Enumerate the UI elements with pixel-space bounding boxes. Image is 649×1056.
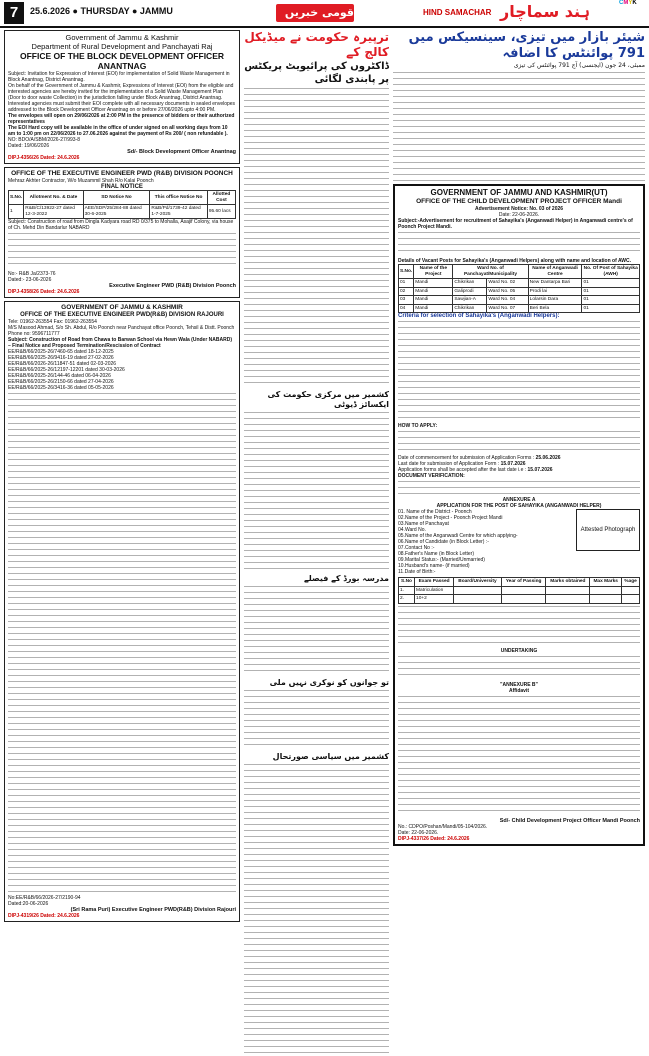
urdu-story-text xyxy=(244,412,389,572)
ad-body: On behalf of the Government of Jammu & Kashmir, Expressions of Interest (EOI) from the eligible and interested agencies are hereby invited for the implementation of a Solid Waste Management Plan (Door to door waste Collection) in the jurisdiction falling under Block Anantnag, District Anantnag. xyxy=(8,83,234,101)
main-story-text xyxy=(393,72,645,182)
urdu-subhead: مدرسہ بورڈ کے فیصلے xyxy=(304,574,389,583)
cdpo-date: Date: 22-06-2026. xyxy=(398,829,439,836)
undertaking-text xyxy=(398,656,640,680)
urdu-story-text xyxy=(244,586,389,676)
cdpo-docs-text xyxy=(398,606,640,646)
notice-number: No:- R&B Ja/2373-76 xyxy=(8,271,56,277)
cdpo-apply-text xyxy=(398,431,640,453)
cdpo-notice-no: Advertisement Notice: No. 03 of 2026 xyxy=(474,206,564,212)
date-line: 25.6.2026 ● THURSDAY ● JAMMU xyxy=(30,6,173,16)
cdpo-criteria-text xyxy=(398,321,640,421)
left-column xyxy=(4,30,240,925)
cdpo-advertisement xyxy=(393,184,645,846)
undertaking-title: UNDERTAKING xyxy=(500,647,538,654)
notice-col: SD Notice No xyxy=(83,191,150,205)
final-notice-advertisement xyxy=(4,167,240,298)
notice-col: Allotment No. & Date xyxy=(24,191,83,205)
ad-body-2: Interested agencies must submit their EOI complete with all necessary documents in sealed envelopes addressed to the Block Development Officer Anantnag on or before 27/06/2026 upto 4:00 PM. xyxy=(8,101,236,113)
urdu-story-text xyxy=(244,764,389,1054)
cdpo-doc-verification: DOCUMENT VERIFICATION: xyxy=(398,473,465,479)
rajouri-contact: Tele: 01962-263554 Fax: 01962-263554 xyxy=(8,319,97,325)
right-column xyxy=(393,30,645,849)
rajouri-ref: EE/R&B/66/2025-26/12197-12201 dated 30-03-2026 xyxy=(8,367,125,373)
rajouri-ref: EE/R&B/66/2025-26/144-46 dated 06-04-2026 xyxy=(8,373,111,379)
annexure-a: ANNEXURE A xyxy=(502,497,536,503)
page-number: 7 xyxy=(4,2,24,24)
urdu-subhead: تو جوانوں کو نوکری نہیں ملی xyxy=(269,678,389,687)
cdpo-date-row: Application forms shall be accepted after the last date i.e : 15.07.2026 xyxy=(398,467,553,473)
cdpo-subject: Subject:-Advertisement for recruitment of Sahayika's (Anganwadi Helper) in Anganwadi centre's of Poonch Project Mandi. xyxy=(398,218,633,230)
notice-dated: Dated:- 23-06-2026 xyxy=(8,277,52,283)
rajouri-advertisement xyxy=(4,301,240,922)
ad-office: OFFICE OF THE BLOCK DEVELOPMENT OFFICER ANANTNAG xyxy=(20,51,224,71)
rajouri-ref: EE/R&B/66/2026-26/11847-51 dated 02-03-2026 xyxy=(8,361,117,367)
cdpo-criteria: Criteria for selection of Sahayika's (Anganwadi Helpers): xyxy=(398,313,560,319)
ad-note: The EOI Hard copy will be available in the office of under signed on all working days from 10 am to 1:00 pm on 22/06/2026 to 27.06.2026 against the payment of Rs 200/ ( non refundable ). xyxy=(8,125,228,137)
rajouri-gov: GOVERNMENT OF JAMMU & KASHMIR xyxy=(61,304,183,311)
attested-photo-box: Attested Photograph xyxy=(576,509,640,551)
ad-body-3: The envelopes will open on 29/06/2026 at 2:00 PM in the presence of bidders or their authorized representatives xyxy=(8,113,235,125)
cdpo-dipj: DIPJ-4337/26 Dated: 24.6.2026 xyxy=(398,835,470,842)
cdpo-gov: GOVERNMENT OF JAMMU AND KASHMIR(UT) xyxy=(430,188,608,197)
application-title: APPLICATION FOR THE POST OF SAHAYIKA (ANGANWADI HELPER) xyxy=(436,503,602,509)
urdu-subhead: کشمیر میں سیاسی صورتحال xyxy=(272,752,389,761)
notice-signature: Executive Engineer PWD (R&B) Division Poonch xyxy=(109,283,236,289)
header-rule xyxy=(0,26,649,28)
table-row: 2. 10+2 xyxy=(399,595,640,604)
notice-title: FINAL NOTICE xyxy=(101,184,143,190)
application-fields: 01. Name of the District - Poonch 02.Name of the Project - Poonch Project Mandi 03.Name of Panchayat 04.Ward No. 05.Name of the Anganwadi Centre for which applying- 06.Name of Candidate (in Block Letter) :- 07.Contact No :- 08.Father's Name (in Block Letter) 09.Marital Status:- (Married/Unmarried) 10.Husband's name- (if married) 11.Date of Birth:- xyxy=(398,509,518,575)
ad-government: Government of Jammu & Kashmir xyxy=(65,33,179,42)
notice-to: Mehraz Akhter Contractor, W/o Muzammil Shah R/o Kalai Poonch xyxy=(8,178,154,184)
main-subhead: ممبئی، 24 جون (ایجنسی) آج 791 پوائنٹس کی تیزی xyxy=(513,62,645,69)
page-header xyxy=(0,0,649,26)
notice-col: This office Notice No xyxy=(150,191,207,205)
rajouri-body-text xyxy=(8,393,236,893)
ad-signature: Sd/- Block Development Officer Anantnag xyxy=(127,149,236,155)
affidavit-title: Affidavit xyxy=(509,687,529,694)
cdpo-doc-text xyxy=(398,481,640,495)
rajouri-number: No:EE/R&B/66/2026-27/2190-94 xyxy=(8,895,81,901)
notice-office: OFFICE OF THE EXECUTIVE ENGINEER PWD (R&B) DIVISION POONCH xyxy=(11,170,233,177)
academic-table: S.No Exam Passed Board/University Year of Passing Marks obtained Max Marks %age 1. Matriculation 2. 10+2 xyxy=(398,577,640,604)
cdpo-how-to-apply: HOW TO APPLY: xyxy=(398,423,438,429)
rajouri-ref: EE/R&B/66/2025-26/7460-65 dated 18-12-2025 xyxy=(8,349,114,355)
table-row: 1. Matriculation xyxy=(399,586,640,595)
table-row: 02 Mandi Galiprodi Ward No. 05 Prodi lai 01 xyxy=(399,287,640,296)
notice-body-text xyxy=(8,233,236,269)
table-row: 1 R&B/C/13922-27 dated 12-3-2022 AEE/SDP/25/284-88 dated 30-6-2025 R&B/Pd/1739-42 dated 1-7-2025 95.60 lacs xyxy=(9,205,236,219)
notice-col: S.No. xyxy=(9,191,24,205)
cmyk-marks: CMYK xyxy=(619,0,637,6)
vacancy-table: S.No. Name of the Project Ward No. of Panchayat/Municipality Name of Anganwadi Centre No. Of Post of Sahayika (AWH) 01 Mandi Chikrikan Ward No. 02 New Dantarpa Bari 01 02 Mandi Galiprodi Ward No. 05 Prodi lai 01 03 Mandi Sawjian-A Ward No. 04 Lolarsin Dara 01 04 Mandi Chikrikan Ward No. 07 Beri Bela 01 xyxy=(400,266,638,311)
urdu-headline: ترپیرہ حکومت نے میڈیکل کالج کے xyxy=(244,30,389,59)
rajouri-ref: EE/R&B/66/2025-26/2150-66 dated 27-04-2026 xyxy=(8,379,114,385)
notice-dipj: DIPJ-4358/26 Dated: 24.6.2026 xyxy=(8,289,80,295)
rajouri-ref: EE/R&B/66/2025-26/3416-36 dated 05-05-2026 xyxy=(8,385,114,391)
affidavit-text xyxy=(398,696,640,816)
rajouri-signature: (Sri Rama Puri) Executive Engineer PWD(R&B) Division Rajouri xyxy=(70,907,236,913)
cdpo-signature: Sd/- Child Development Project Officer Mandi Poonch xyxy=(499,817,640,824)
annexure-b: "ANNEXURE B" xyxy=(500,681,538,688)
urdu-story-text xyxy=(244,690,389,750)
ad-department: Department of Rural Development and Panchayati Raj xyxy=(31,42,213,51)
middle-column xyxy=(244,30,389,1056)
cdpo-date-row: Date of commencement for submission of Application Forms : 25.06.2026 xyxy=(398,455,561,461)
urdu-headline-2: ڈاکٹروں کی پرائیویٹ پریکٹس پر پابندی لگائی xyxy=(244,61,389,85)
section-badge: قومی خبریں xyxy=(276,4,354,22)
rajouri-office: OFFICE OF THE EXECUTIVE ENGINEER PWD(R&B) DIVISION RAJOURI xyxy=(20,312,224,318)
cdpo-table-title: Details of Vacant Posts for Sahayika's (Anganwadi Helpers) along with name and location of AWC. xyxy=(398,258,631,264)
application-form xyxy=(398,509,640,575)
notice-col: Allotted Cost xyxy=(207,191,235,205)
cdpo-date-row: Last date for submission of Application Form : 15.07.2026 xyxy=(398,461,526,467)
notice-table xyxy=(8,190,236,219)
rajouri-dated: Dated:20-06-2026 xyxy=(8,901,49,907)
notice-subject: Subject: Construction of road from Dingla Kadyara road RD 0/375 to Mohalla, Asajif Colony, via house of Ch. Mehd Din Bandarlur NABARD xyxy=(8,219,234,231)
rajouri-subject: Subject: Construction of Road from Chawa to Barwan School via Hewn Wala (Under NABARD) – Final Notice and Proposed Termination/Rescission of Contract xyxy=(8,337,232,349)
ad-subject: Subject: Invitation for Expression of Interest (EOI) for implementation of Solid Waste Management in Block Anantnag, District Anantnag. xyxy=(8,71,230,83)
cdpo-office: OFFICE OF THE CHILD DEVELOPMENT PROJECT OFFICER Mandi xyxy=(416,198,622,205)
table-row: 01 Mandi Chikrikan Ward No. 02 New Dantarpa Bari 01 xyxy=(399,279,640,288)
cdpo-dated: Date: 22-06-2026. xyxy=(498,212,540,218)
table-row: 03 Mandi Sawjian-A Ward No. 04 Lolarsin Dara 01 xyxy=(399,296,640,305)
rajouri-dipj: DIPJ-4319/26 Dated: 24.6.2026 xyxy=(8,913,80,919)
ad-number: NO: BDO/A/SBM/2026-27/993-8 xyxy=(8,137,80,143)
table-row: 04 Mandi Chikrikan Ward No. 07 Beri Bela 01 xyxy=(399,304,640,313)
eoi-advertisement xyxy=(4,30,240,164)
ad-dipj: DIPJ-4356/26 Dated: 24.6.2026 xyxy=(8,155,80,161)
urdu-story-text xyxy=(244,88,389,388)
publisher-tag: HIND SAMACHAR xyxy=(423,8,492,17)
masthead-logo: ہند سماچار xyxy=(500,2,590,21)
main-headline: شیئر بازار میں تیزی، سینسیکس میں 791 پوائنٹس کا اضافہ xyxy=(408,30,645,61)
rajouri-ref: EE/R&B/66/2025-26/9416-19 dated 27-02-2026 xyxy=(8,355,114,361)
urdu-subhead: کشمیر میں مرکزی حکومت کی ایکسائز ڈیوٹی xyxy=(267,390,389,409)
cdpo-ref-text xyxy=(398,232,640,256)
ad-dated: Dated: 19/06/2026 xyxy=(8,143,50,149)
rajouri-to: M/S Masood Ahmad, S/o Sh. Abdul, R/o Poonch near Panchayat office Poonch, Tehsil & Distt. Poonch Phone no: 9596711777 xyxy=(8,325,235,337)
cdpo-number: No.: CDPO/Poshan/Mandi/05-104/2026. xyxy=(398,823,488,830)
